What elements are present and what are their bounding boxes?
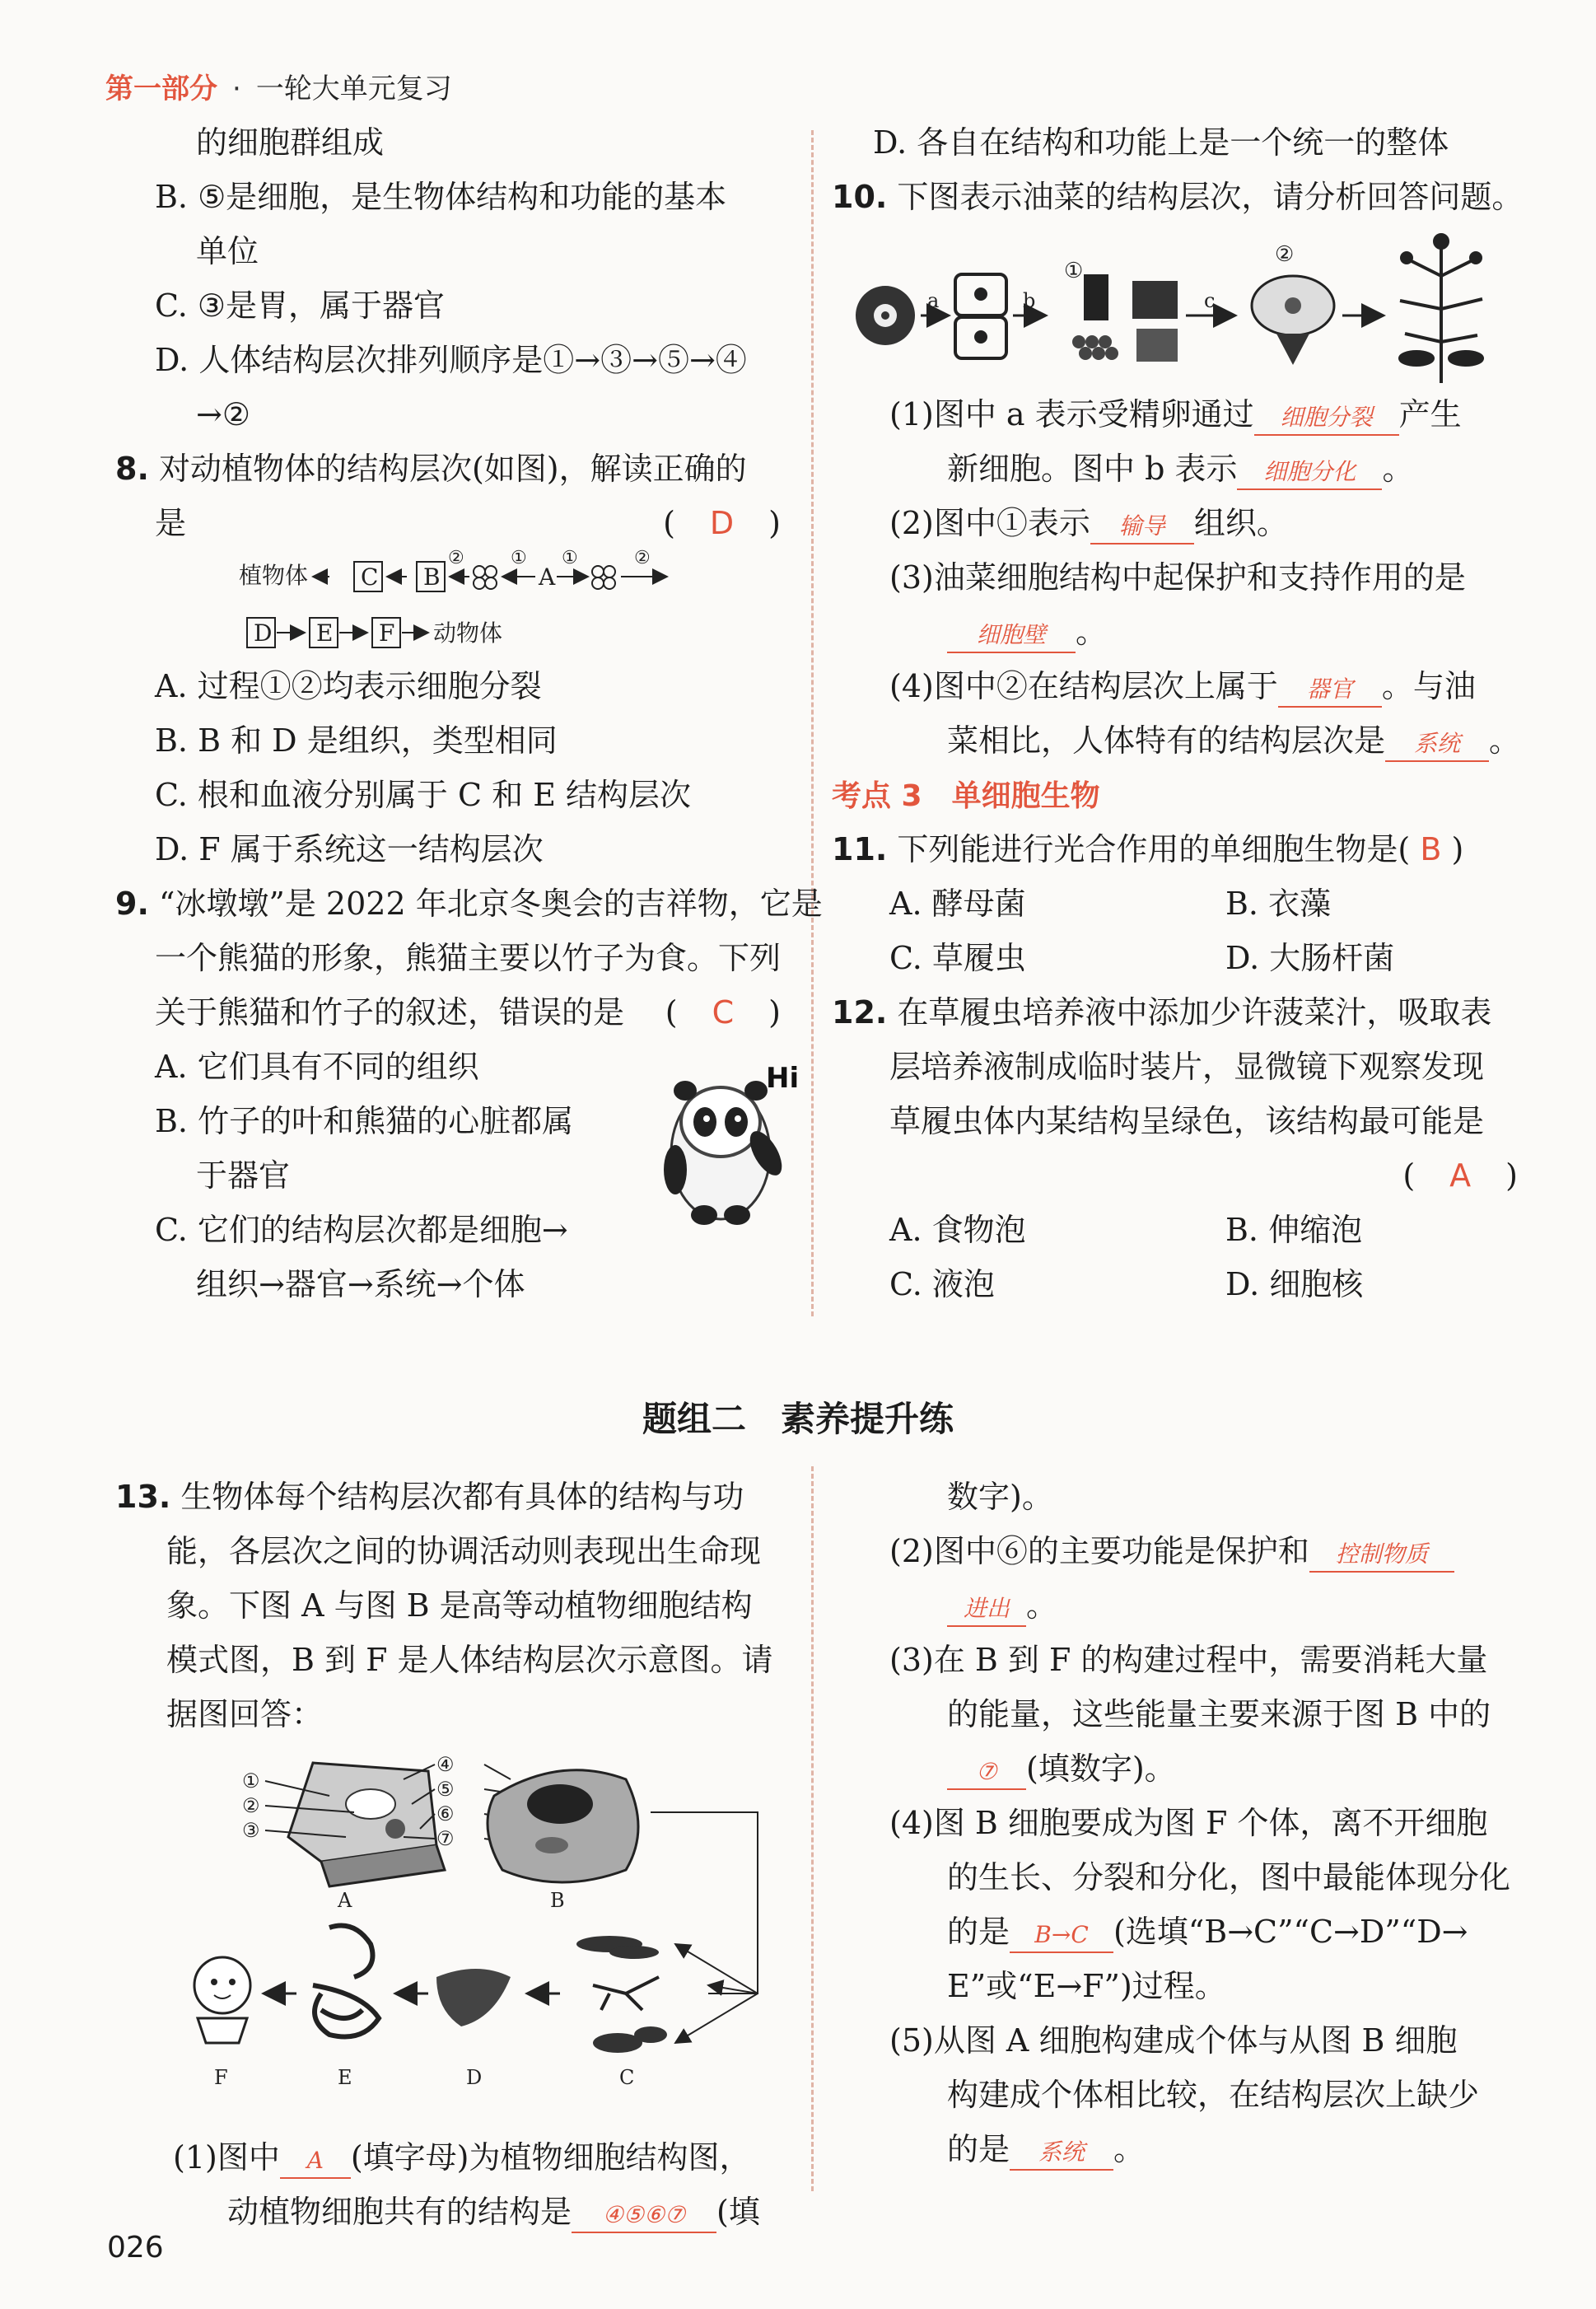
- q9-option-b-line2: 于器官: [196, 1157, 291, 1194]
- q13-5-period: 。: [1113, 2131, 1146, 2167]
- q7-option-b-line1: B. ⑤是细胞，是生物体结构和功能的基本: [155, 179, 727, 215]
- figure-a-label: A: [338, 1889, 352, 1912]
- q13-part5-line2: 构建成个体相比较，在结构层次上缺少: [947, 2077, 1480, 2113]
- q13-stem-line1: [115, 1470, 799, 1524]
- q8-answer: D: [709, 505, 736, 541]
- figure-c-label: C: [619, 2066, 635, 2089]
- q13-1-text: (1)图中: [173, 2139, 280, 2176]
- q12-option-c: C. 液泡: [889, 1266, 995, 1302]
- q10-1-text: (1)图中 a 表示受精卵通过: [889, 396, 1254, 432]
- q7-option-b-line2: 单位: [196, 233, 259, 269]
- q13-right-column: [832, 1470, 1528, 2176]
- tissues-group: [1072, 274, 1178, 362]
- q11-number: 11.: [832, 831, 888, 867]
- q13-part2-line1: [832, 1524, 1528, 1578]
- animal-cell-b: [488, 1770, 638, 1882]
- q13-part1-line1: [115, 2130, 799, 2185]
- q12-options-row2: [832, 1257, 1528, 1311]
- arrow-label-2-right: ②: [634, 548, 651, 568]
- arrow-b-label: b: [1023, 289, 1036, 312]
- header-dot: ·: [232, 72, 241, 105]
- q13-2-text: (2)图中⑥的主要功能是保护和: [889, 1533, 1309, 1569]
- q8-stem-text: 对动植物体的结构层次(如图)，解读正确的: [158, 451, 747, 487]
- q10-3-blank-answer: 细胞壁: [947, 619, 1076, 653]
- q10-2-text: (2)图中①表示: [889, 505, 1090, 541]
- q13-part2-line2: [832, 1578, 1528, 1633]
- q10-stem: [832, 170, 1528, 224]
- q13-4-blank-answer: B→C: [1010, 1919, 1113, 1953]
- animal-label: 动物体: [433, 619, 503, 647]
- q10-number: 10.: [832, 179, 888, 215]
- rape-plant: [1400, 235, 1482, 383]
- q13-part4-line2: 的生长、分裂和分化，图中最能体现分化: [947, 1859, 1511, 1895]
- q13-4-text: 的是: [947, 1914, 1010, 1950]
- q10-4-text-end: 。与油: [1381, 668, 1476, 704]
- part-label: 第一部分: [105, 72, 217, 105]
- q10-4-text2: 菜相比，人体特有的结构层次是: [947, 722, 1386, 759]
- q13-1-text-end: (填字母)为植物细胞结构图，: [350, 2139, 751, 2176]
- q13-3-text-end: (填数字)。: [1026, 1750, 1176, 1787]
- q9-stem-line2: 一个熊猫的形象，熊猫主要以竹子为食。下列: [155, 940, 782, 976]
- q13-part1-line2: [115, 2185, 799, 2239]
- q11-option-b: B. 衣藻: [1225, 886, 1332, 922]
- q13-part1-continuation: 数字)。: [947, 1479, 1053, 1515]
- q11-options-row1: [832, 876, 1528, 931]
- q9-stem-line1: [115, 876, 823, 931]
- q13-1-text2: 动植物细胞共有的结构是: [227, 2194, 572, 2230]
- q7-option-d-line1: D. 人体结构层次排列顺序是①→③→⑤→④: [155, 342, 747, 378]
- q13-stem-line3: 象。下图 A 与图 B 是高等动植物细胞结构: [166, 1587, 753, 1624]
- running-header: [105, 66, 452, 106]
- arrow-c-label: c: [1204, 289, 1216, 312]
- q11-answer: B: [1420, 831, 1442, 867]
- q12-stem-line1: [832, 985, 1528, 1040]
- q13-stem-line2: 能，各层次之间的协调活动则表现出生命现: [166, 1533, 762, 1569]
- q8-number: 8.: [115, 451, 149, 487]
- q10-1-text-end: 产生: [1398, 396, 1462, 432]
- q7-option-d-prev: D. 各自在结构和功能上是一个统一的整体: [873, 124, 1449, 161]
- system-e-digestive: [313, 1926, 379, 2037]
- q13-part4-line1: (4)图 B 细胞要成为图 F 个体，离不开细胞: [889, 1805, 1488, 1841]
- q11-stem: [832, 822, 1528, 876]
- q13-3-blank-answer: ⑦: [947, 1755, 1026, 1790]
- q13-2-blank-answer: 控制物质: [1309, 1538, 1454, 1573]
- node-a: A: [539, 563, 556, 591]
- organ-d-liver: [436, 1969, 511, 2026]
- q10-part4-line1: [832, 659, 1528, 713]
- q12-answer-bracket: ( A ): [1402, 1157, 1519, 1194]
- arrow-label-1-right: ①: [562, 548, 578, 568]
- q9-number: 9.: [115, 886, 149, 922]
- q13-number: 13.: [115, 1479, 171, 1515]
- tissues-c: [576, 1936, 667, 2053]
- q13-part5-line3: [832, 2122, 1528, 2176]
- q10-2-blank-answer: 输导: [1090, 510, 1194, 545]
- q10-part1-line1: [832, 387, 1528, 442]
- q9-option-c-line1: C. 它们的结构层次都是细胞→: [155, 1212, 568, 1248]
- label-3: ③: [242, 1819, 260, 1842]
- flower-organ: [1252, 276, 1334, 365]
- arrow-a-label: a: [927, 289, 940, 312]
- mascot-picture: [642, 1063, 807, 1227]
- q13-1-blank-answer: A: [280, 2144, 351, 2179]
- q10-3-period: 。: [1076, 614, 1108, 650]
- q11-option-c: C. 草履虫: [889, 940, 1026, 976]
- label-6: ⑥: [436, 1802, 455, 1825]
- q11-stem-text: 下列能进行光合作用的单细胞生物是(: [897, 831, 1411, 867]
- q8-hierarchy-figure: [231, 544, 725, 659]
- q10-1-period: 。: [1382, 451, 1414, 487]
- q12-option-a: A. 食物泡: [889, 1212, 1026, 1248]
- q13-4-text-end: (选填“B→C”“C→D”“D→: [1113, 1914, 1468, 1950]
- header-title: 一轮大单元复习: [255, 72, 452, 105]
- figure-b-label: B: [550, 1889, 565, 1912]
- q12-option-d: D. 细胞核: [1225, 1266, 1364, 1302]
- mascot-hi-text: Hi: [766, 1063, 800, 1095]
- q13-5-text: 的是: [947, 2131, 1010, 2167]
- q13-part5-line1: (5)从图 A 细胞构建成个体与从图 B 细胞: [889, 2022, 1458, 2059]
- q11-option-d: D. 大肠杆菌: [1225, 940, 1395, 976]
- arrow-label-2-left: ②: [448, 548, 464, 568]
- q9-answer-bracket: ( C ): [665, 994, 782, 1031]
- box-d: D: [254, 619, 273, 647]
- q10-stem-text: 下图表示油菜的结构层次，请分析回答问题。: [897, 179, 1524, 215]
- q10-part3-line2: [832, 605, 1528, 659]
- q10-4-text: (4)图中②在结构层次上属于: [889, 668, 1278, 704]
- q9-option-a: A. 它们具有不同的组织: [155, 1049, 479, 1085]
- q13-1-text2-end: (填: [716, 2194, 760, 2230]
- individual-f-child: [194, 1957, 250, 2043]
- q8-option-c: C. 根和血液分别属于 C 和 E 结构层次: [155, 777, 692, 813]
- q13-part3-line2: 的能量，这些能量主要来源于图 B 中的: [947, 1696, 1491, 1732]
- label-7: ⑦: [436, 1827, 455, 1850]
- q13-part3-line3: [832, 1741, 1528, 1796]
- q12-number: 12.: [832, 994, 888, 1031]
- q13-1-blank-answer2: ④⑤⑥⑦: [572, 2199, 716, 2233]
- divided-cells: [955, 274, 1006, 358]
- q12-option-b: B. 伸缩泡: [1225, 1212, 1363, 1248]
- figure-e-label: E: [338, 2066, 352, 2089]
- q13-part4-line3: [832, 1905, 1528, 1959]
- q13-stem-line4: 模式图，B 到 F 是人体结构层次示意图。请: [166, 1642, 773, 1678]
- q8-stem-end: 是: [155, 505, 187, 541]
- q9-stem-text3: 关于熊猫和竹子的叙述，错误的是: [155, 994, 625, 1031]
- q8-option-d: D. F 属于系统这一结构层次: [155, 831, 544, 867]
- box-e: E: [316, 619, 334, 647]
- arrow-label-1-left: ①: [511, 548, 527, 568]
- q8-stem-line1: [115, 442, 799, 496]
- fertilized-egg-cell: [856, 286, 915, 345]
- q13-part3-line1: (3)在 B 到 F 的构建过程中，需要消耗大量: [889, 1642, 1488, 1678]
- q9-stem-text1: “冰墩墩”是 2022 年北京冬奥会的吉祥物，它是: [158, 886, 823, 922]
- q10-4-blank-answer2: 系统: [1385, 727, 1489, 762]
- label-1: ①: [1064, 259, 1084, 283]
- q10-part4-line2: [832, 713, 1528, 768]
- page-number: 026: [107, 2231, 164, 2265]
- column-divider-bottom: [811, 1466, 814, 2191]
- q7-continuation: 的细胞群组成: [196, 124, 385, 161]
- q10-4-period: 。: [1489, 722, 1521, 759]
- q9-option-c-line2: 组织→器官→系统→个体: [196, 1266, 525, 1302]
- q10-part3-line1: (3)油菜细胞结构中起保护和支持作用的是: [889, 559, 1466, 596]
- q13-2-blank-answer2: 进出: [947, 1592, 1026, 1627]
- plant-cell-a: [288, 1763, 445, 1886]
- plant-label: 植物体: [239, 562, 309, 589]
- q11-bracket-end: ): [1451, 831, 1464, 867]
- label-4: ④: [436, 1753, 455, 1776]
- q13-stem-line5: 据图回答：: [166, 1696, 324, 1732]
- q10-part1-line2: [832, 442, 1528, 496]
- q10-rape-plant-figure: [848, 227, 1524, 391]
- q13-part4-line4: E”或“E→F”)过程。: [947, 1968, 1226, 2004]
- q10-1-blank-answer2: 细胞分化: [1237, 456, 1382, 490]
- q10-1-text2: 新细胞。图中 b 表示: [947, 451, 1238, 487]
- q12-options-row1: [832, 1203, 1528, 1257]
- figure-f-label: F: [214, 2066, 228, 2089]
- q9-option-b-line1: B. 竹子的叶和熊猫的心脏都属: [155, 1103, 574, 1139]
- box-b: B: [423, 563, 441, 591]
- q13-cell-hierarchy-figure: [165, 1746, 774, 2092]
- q10-4-blank-answer: 器官: [1278, 673, 1382, 708]
- box-f: F: [379, 619, 395, 647]
- label-1: ①: [242, 1769, 260, 1793]
- figure-d-label: D: [466, 2066, 483, 2089]
- q12-stem-line2: 层培养液制成临时装片，显微镜下观察发现: [889, 1049, 1485, 1085]
- q7-option-d-line2: →②: [196, 396, 250, 432]
- q13-5-blank-answer: 系统: [1010, 2136, 1113, 2171]
- q10-1-blank-answer: 细胞分裂: [1254, 401, 1399, 436]
- label-5: ⑤: [436, 1778, 455, 1801]
- q11-option-a: A. 酵母菌: [889, 886, 1026, 922]
- label-2: ②: [1275, 242, 1295, 267]
- q12-answer-line: [832, 1148, 1528, 1203]
- q8-option-a: A. 过程①②均表示细胞分裂: [155, 668, 542, 704]
- group-two-title: 题组二 素养提升练: [642, 1399, 954, 1439]
- box-c: C: [361, 563, 379, 591]
- q10-part2: [832, 496, 1528, 550]
- q9-stem-line3: [115, 985, 799, 1040]
- section-3-heading: [832, 768, 1528, 822]
- q7-option-c: C. ③是胃，属于器官: [155, 287, 445, 324]
- q12-stem-line3: 草履虫体内某结构呈绿色，该结构最可能是: [889, 1103, 1485, 1139]
- q13-2-period: 。: [1026, 1587, 1058, 1624]
- column-divider-top: [811, 130, 814, 1316]
- label-2: ②: [242, 1794, 260, 1817]
- section-3-title: 考点 3 单细胞生物: [832, 779, 1100, 813]
- q8-option-b: B. B 和 D 是组织，类型相同: [155, 722, 558, 759]
- q13-stem-text1: 生物体每个结构层次都有具体的结构与功: [180, 1479, 744, 1515]
- q10-2-text-end: 组织。: [1193, 505, 1288, 541]
- q12-stem-text1: 在草履虫培养液中添加少许菠菜汁，吸取表: [897, 994, 1492, 1031]
- q12-answer: A: [1449, 1157, 1473, 1194]
- q11-options-row2: [832, 931, 1528, 985]
- q9-answer: C: [712, 994, 736, 1031]
- q8-stem-line2: [115, 496, 799, 550]
- q8-answer-bracket: ( D ): [663, 505, 782, 541]
